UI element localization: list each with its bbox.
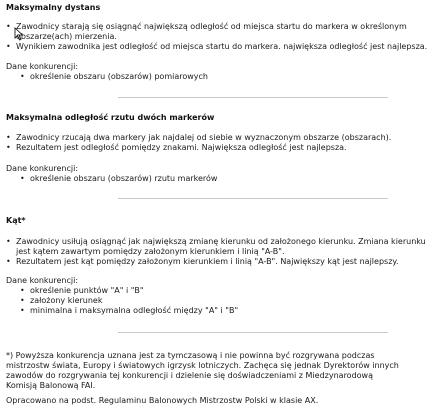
- divider: [118, 198, 388, 199]
- competition-data-list: [20, 174, 217, 184]
- competition-data-label: Dane konkurencji:: [6, 62, 79, 71]
- competition-data-list: [20, 72, 208, 82]
- list-item: • określenie obszaru (obszarów) rzutu markerów: [20, 174, 217, 184]
- section-title-max-distance: Maksymalny dystans: [6, 3, 101, 12]
- section-title-angle: Kąt*: [6, 216, 26, 225]
- list-item: • Zawodnicy starają się osiągnąć największą odległość od miejsca startu do markera w określonym obszarze(ach) mierzenia.: [6, 22, 427, 42]
- rules-list-max-distance: [6, 22, 427, 52]
- divider: [118, 332, 388, 333]
- rules-list-angle: [6, 237, 426, 267]
- list-item: • Rezultatem jest kąt pomiędzy założonym kierunkiem i linią "A-B". Największy kąt jest najlepszy.: [6, 257, 426, 267]
- footnote: *) Powyższa konkurencja uznana jest za tymczasową i nie powinna być rozgrywana podczas mistrzostw świata, Europy i światowych igrzysk lotniczych. Zachęca się jednak Dyrektorów innych zawodów do rozgrywania tej konkurencji i dzielenie się doświadczeniami z Miedzynarodową Komisją Balonową FAI.: [6, 351, 399, 390]
- divider: [118, 97, 388, 98]
- list-item: • założony kierunek: [20, 296, 238, 306]
- list-item: • Wynikiem zawodnika jest odległość od miejsca startu do markera. największa odległość jest najlepsza.: [6, 42, 427, 52]
- section-title-two-markers: Maksymalna odległość rzutu dwóch markerów: [6, 113, 215, 122]
- list-item: • Zawodnicy usiłują osiągnąć jak największą zmianę kierunku od założonego kierunku. Zmiana kierunku jest kątem zawartym pomiędzy założonym kierunkiem i linią "A-B".: [6, 237, 426, 257]
- source-note: Opracowano na podst. Regulaminu Balonowych Mistrzostw Polski w klasie AX.: [6, 396, 319, 405]
- competition-data-list: [20, 286, 238, 316]
- competition-data-label: Dane konkurencji:: [6, 164, 79, 173]
- rules-list-two-markers: [6, 133, 391, 153]
- list-item: • Zawodnicy rzucają dwa markery jak najdalej od siebie w wyznaczonym obszarze (obszarach).: [6, 133, 391, 143]
- list-item: • Rezultatem jest odległość pomiędzy znakami. Największa odległość jest najlepsza.: [6, 143, 391, 153]
- list-item: • minimalna i maksymalna odległość między "A" i "B": [20, 306, 238, 316]
- list-item: • określenie obszaru (obszarów) pomiarowych: [20, 72, 208, 82]
- list-item: • określenie punktów "A" i "B": [20, 286, 238, 296]
- competition-data-label: Dane konkurencji:: [6, 276, 79, 285]
